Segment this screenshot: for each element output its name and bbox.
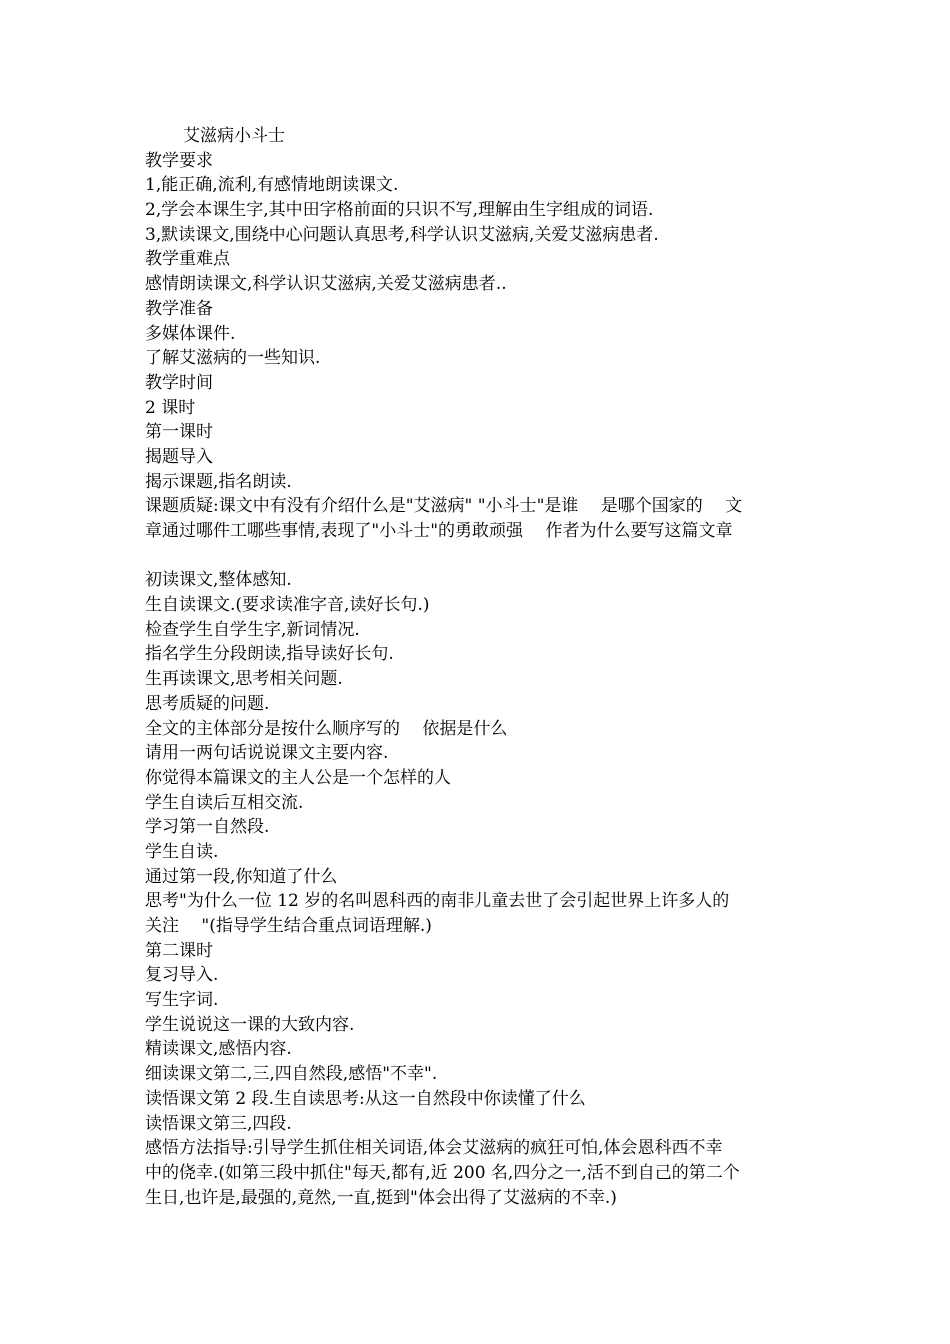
text-line: 读悟课文第三,四段. (145, 1113, 292, 1134)
text-line: 关注 "(指导学生结合重点词语理解.) (145, 916, 432, 936)
section-heading-preparation: 教学准备 (145, 298, 213, 319)
text-line: 细读课文第二,三,四自然段,感悟"不幸". (145, 1064, 438, 1085)
text-line: 2,学会本课生字,其中田字格前面的只识不写,理解由生字组成的词语. (145, 200, 654, 221)
text-line: 生自读课文.(要求读准字音,读好长句.) (145, 595, 430, 616)
section-heading-time: 教学时间 (145, 372, 213, 393)
text-line: 1,能正确,流利,有感情地朗读课文. (145, 175, 399, 196)
text-line: 感情朗读课文,科学认识艾滋病,关爱艾滋病患者.. (145, 274, 507, 295)
section-heading-lesson-2: 第二课时 (145, 940, 213, 961)
text-line: 中的侥幸.(如第三段中抓住"每天,都有,近 200 名,四分之一,活不到自己的第二个 (145, 1162, 740, 1183)
text-line: 学生自读. (145, 841, 219, 862)
text-line: 学生说说这一课的大致内容. (145, 1014, 355, 1035)
text-line: 揭示课题,指名朗读. (145, 471, 292, 492)
section-heading-key-points: 教学重难点 (145, 249, 230, 270)
text-line: 思考质疑的问题. (145, 693, 270, 714)
section-heading-requirements: 教学要求 (145, 150, 213, 171)
text-line: 指名学生分段朗读,指导读好长句. (145, 644, 394, 665)
text-line: 写生字词. (145, 990, 219, 1011)
text-line: 检查学生自学生字,新词情况. (145, 619, 360, 640)
text-line: 章通过哪件工哪些事情,表现了"小斗士"的勇敢顽强 作者为什么要写这篇文章 (145, 521, 733, 541)
text-line: 复习导入. (145, 965, 219, 986)
blank-line (145, 544, 810, 569)
text-line: 读悟课文第 2 段.生自读思考:从这一自然段中你读懂了什么 (145, 1088, 586, 1109)
text-line: 请用一两句话说说课文主要内容. (145, 743, 389, 764)
section-heading-lesson-1: 第一课时 (145, 422, 213, 443)
text-line: 2 课时 (145, 397, 196, 418)
document-body (145, 124, 810, 1210)
text-line: 精读课文,感悟内容. (145, 1039, 292, 1060)
text-line: 揭题导入 (145, 446, 213, 467)
text-line: 通过第一段,你知道了什么 (145, 866, 338, 887)
text-line: 生日,也许是,最强的,竟然,一直,挺到"体会出得了艾滋病的不幸.) (145, 1187, 617, 1208)
text-line: 全文的主体部分是按什么顺序写的 依据是什么 (145, 718, 508, 739)
document-title: 艾滋病小斗士 (183, 126, 285, 146)
text-line: 学生自读后互相交流. (145, 792, 304, 813)
text-line: 了解艾滋病的一些知识. (145, 348, 321, 369)
text-line: 生再读课文,思考相关问题. (145, 669, 343, 690)
text-line: 多媒体课件. (145, 323, 236, 344)
text-line: 3,默读课文,围绕中心问题认真思考,科学认识艾滋病,关爱艾滋病患者. (145, 224, 659, 245)
text-line: 思考"为什么一位 12 岁的名叫恩科西的南非儿童去世了会引起世界上许多人的 (145, 891, 730, 912)
text-line: 学习第一自然段. (145, 817, 270, 838)
text-line: 你觉得本篇课文的主人公是一个怎样的人 (145, 767, 451, 788)
text-line: 课题质疑:课文中有没有介绍什么是"艾滋病" "小斗士"是谁 是哪个国家的 文 (145, 496, 743, 517)
text-line: 初读课文,整体感知. (145, 570, 292, 591)
text-line: 感悟方法指导:引导学生抓住相关词语,体会艾滋病的疯狂可怕,体会恩科西不幸 (145, 1138, 723, 1159)
